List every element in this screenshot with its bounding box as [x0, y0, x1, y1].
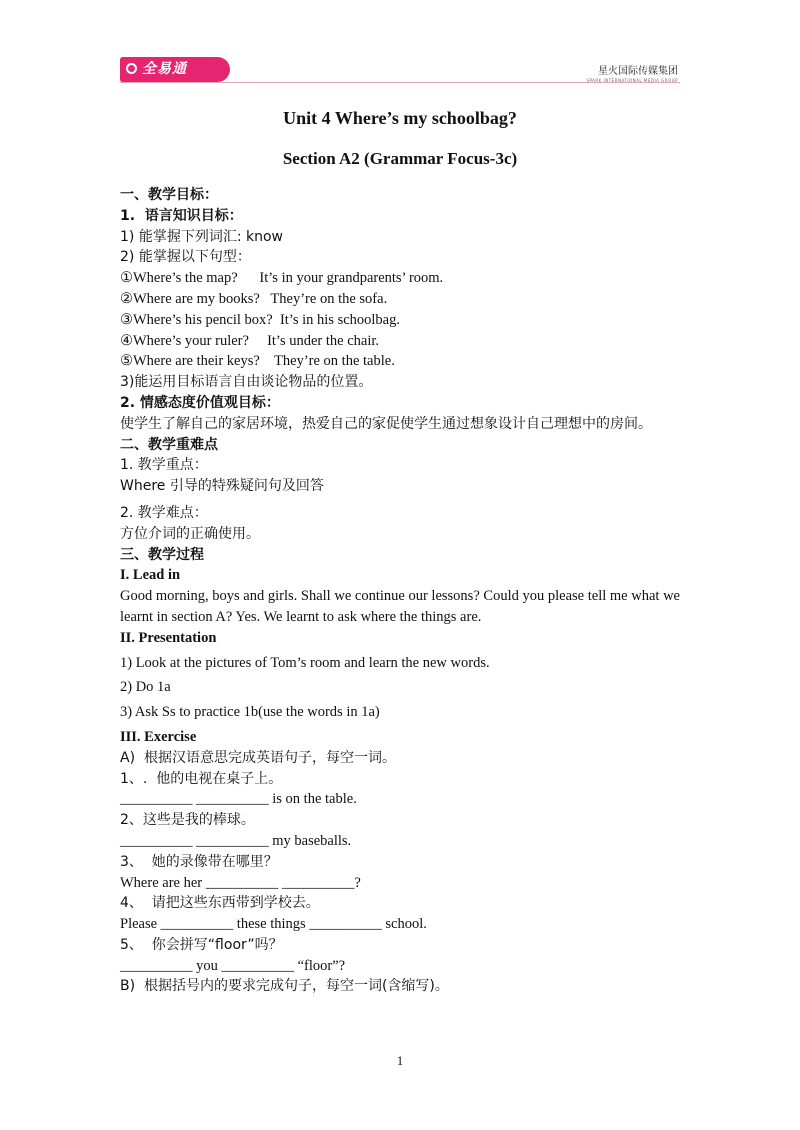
exercise-answer-line: Please __________ these things __________ school. [120, 916, 427, 933]
sentence-pattern: ②Where are my books? They’re on the sofa. [120, 290, 388, 307]
page-title: Unit 4 Where’s my schoolbag? [283, 108, 517, 128]
step-heading: II. Presentation [120, 629, 217, 646]
exercise-question: 5、 你会拼写“floor”吗？ [120, 936, 283, 953]
logo-mark-icon [126, 63, 137, 74]
brand-logo [120, 57, 230, 82]
text-line: 2. 教学难点： [120, 504, 208, 521]
paragraph: Good morning, boys and girls. Shall we continue our lessons? Could you please tell me what we learnt in section A? Yes. We learnt to ask where the things are. [120, 588, 684, 625]
section-heading: 三、教学过程 [120, 546, 204, 563]
step-heading: III. Exercise [120, 728, 197, 745]
document-body [120, 108, 684, 997]
exercise-question: 3、 她的录像带在哪里？ [120, 853, 278, 870]
step-heading: I. Lead in [120, 567, 181, 584]
publisher-label [586, 62, 678, 83]
text-line: Where 引导的特殊疑问句及回答 [120, 478, 324, 495]
text-line: 3) Ask Ss to practice 1b(use the words in 1a) [120, 704, 380, 721]
section-heading: 一、教学目标： [120, 187, 218, 203]
sentence-pattern: ①Where’s the map? It’s in your grandparents’ room. [120, 270, 444, 287]
page-subtitle: Section A2 (Grammar Focus-3c) [282, 149, 518, 168]
text-line: 2) Do 1a [120, 679, 171, 696]
text-line: 方位介词的正确使用。 [120, 525, 260, 542]
publisher-subtitle: SPARK INTERNATIONAL MEDIA GROUP [586, 78, 678, 83]
exercise-question: 2、这些是我的棒球。 [120, 812, 255, 829]
page-number: 1 [396, 1053, 404, 1068]
text-line: 1) 能掌握下列词汇: know [120, 228, 283, 245]
text-line: 1) Look at the pictures of Tom’s room and learn the new words. [120, 654, 490, 671]
exercise-instruction: B) 根据括号内的要求完成句子，每空一词(含缩写)。 [120, 978, 449, 995]
exercise-answer-line: Where are her __________ __________? [120, 874, 361, 891]
publisher-name: 星火国际传媒集团 [598, 66, 678, 77]
exercise-answer-line: __________ you __________ “floor”? [120, 957, 346, 974]
subsection-heading: 1. 语言知识目标： [120, 207, 243, 224]
sentence-pattern: ④Where’s your ruler? It’s under the chair. [120, 332, 380, 349]
text-line: 2) 能掌握以下句型： [120, 249, 251, 266]
section-heading: 二、教学重难点 [120, 436, 218, 453]
paragraph: 使学生了解自己的家居环境，热爱自己的家促使学生通过想象设计自己理想中的房间。 [120, 415, 652, 432]
exercise-instruction: A) 根据汉语意思完成英语句子，每空一词。 [120, 749, 396, 766]
subsection-heading: 2. 情感态度价值观目标： [120, 394, 280, 411]
text-line: 1. 教学重点： [120, 457, 208, 474]
logo-text: 全易通 [142, 61, 187, 77]
sentence-pattern: ③Where’s his pencil box? It’s in his schoolbag. [120, 311, 400, 328]
sentence-pattern: ⑤Where are their keys? They’re on the table. [120, 353, 395, 370]
text-line: 3)能运用目标语言自由谈论物品的位置。 [120, 374, 373, 391]
exercise-question: 1、. 他的电视在桌子上。 [120, 770, 283, 787]
exercise-answer-line: __________ __________ is on the table. [120, 791, 357, 808]
exercise-answer-line: __________ __________ my baseballs. [120, 832, 352, 849]
exercise-question: 4、 请把这些东西带到学校去。 [120, 895, 320, 912]
